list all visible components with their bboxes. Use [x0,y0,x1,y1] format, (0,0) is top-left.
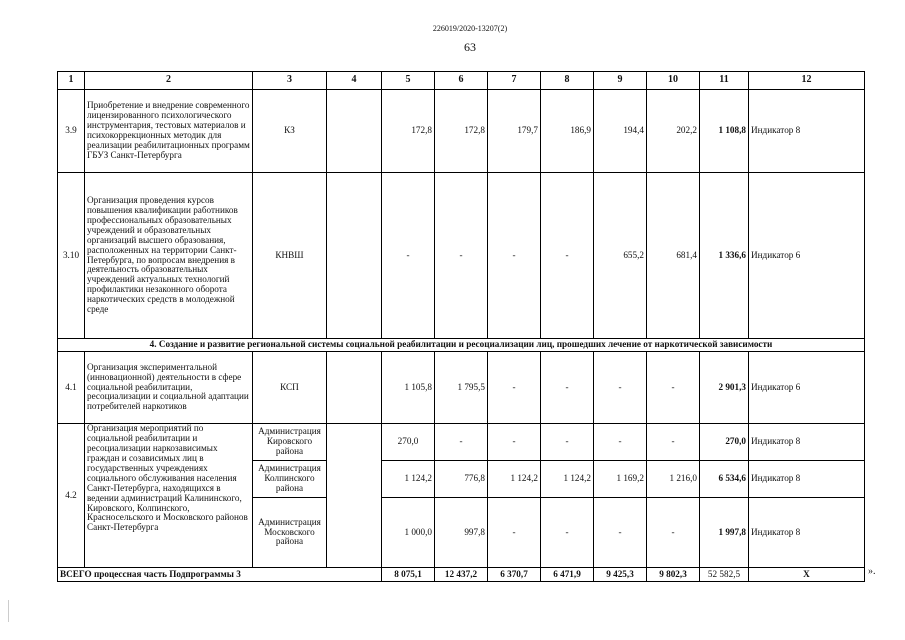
col-header: 1 [58,72,85,90]
executor: КЗ [253,90,327,173]
executor: Администрация Колпинского района [253,461,327,498]
table-row [58,352,865,424]
total-value: 12 437,2 [435,568,488,582]
activity-name: Организация проведения курсов повышения квалификации работников профессиональных образовательных учреждений и образовательных организаций высшего образования, расположенных на территории Санкт-Петербурга, по вопросам внедрения в деятельность образовательных учреждений актуальных технологий профилактики незаконного оборота наркотических средств в молодежной среде [85,173,253,339]
value-cell: 1 124,2 [488,461,541,498]
value-cell: 186,9 [541,90,594,173]
indicator-cell: Индикатор 8 [749,90,865,173]
value-cell: 997,8 [435,498,488,568]
section-title: 4. Создание и развитие региональной системы социальной реабилитации и ресоциализации лиц, прошедших лечение от наркотической зависимости [58,339,865,352]
value-cell: 172,8 [382,90,435,173]
value-cell: 1 000,0 [382,498,435,568]
value-cell: 776,8 [435,461,488,498]
value-cell: - [647,498,700,568]
value-cell: 202,2 [647,90,700,173]
value-cell: - [541,498,594,568]
closing-quote: ». [868,566,876,577]
col-header: 7 [488,72,541,90]
row-number: 4.1 [58,352,85,424]
total-cell: 1 108,8 [700,90,749,173]
value-cell: - [594,424,647,461]
indicator-cell: Индикатор 8 [749,498,865,568]
total-value: 8 075,1 [382,568,435,582]
col-header: 12 [749,72,865,90]
value-cell: - [382,173,435,339]
value-cell: - [488,352,541,424]
value-cell: 1 124,2 [541,461,594,498]
activity-name: Организация мероприятий по социальной реабилитации и ресоциализации наркозависимых граждан и созависимых лиц в государственных учреждениях социального обслуживания населения Санкт-Петербурга, находящихся в ведении администраций Калининского, Кировского, Колпинского, Красносельского и Московского районов Санкт-Петербурга [85,424,253,568]
section-row [58,339,865,352]
empty-cell [327,424,382,568]
col-header: 2 [85,72,253,90]
executor: КНВШ [253,173,327,339]
total-row [58,568,865,582]
page-number: 63 [464,40,476,54]
row-number: 3.9 [58,90,85,173]
total-cell: 6 534,6 [700,461,749,498]
col-header: 3 [253,72,327,90]
total-cell: 1 997,8 [700,498,749,568]
indicator-cell: Индикатор 8 [749,424,865,461]
total-value: 6 370,7 [488,568,541,582]
value-cell: - [541,424,594,461]
column-header-row [58,72,865,90]
total-cell: 2 901,3 [700,352,749,424]
value-cell: 1 124,2 [382,461,435,498]
margin-line [8,600,9,622]
table-row [58,90,865,173]
value-cell: 270,0 [382,424,435,461]
value-cell: - [541,352,594,424]
col-header: 6 [435,72,488,90]
value-cell: - [594,352,647,424]
indicator-cell: Индикатор 6 [749,352,865,424]
executor: Администрация Московского района [253,498,327,568]
total-value: 6 471,9 [541,568,594,582]
total-value: 9 425,3 [594,568,647,582]
empty-cell [327,173,382,339]
activity-name: Приобретение и внедрение современного лицензированного психологического инструментария, тестовых материалов и психокоррекционных методик для реализации реабилитационных программ ГБУЗ Санкт-Петербурга [85,90,253,173]
executor: Администрация Кировского района [253,424,327,461]
value-cell: 172,8 [435,90,488,173]
total-cell: 1 336,6 [700,173,749,339]
col-header: 10 [647,72,700,90]
value-cell: - [647,424,700,461]
indicator-cell: Индикатор 8 [749,461,865,498]
value-cell: - [488,424,541,461]
value-cell: 655,2 [594,173,647,339]
document-id: 226019/2020-13207(2) [432,24,508,33]
total-value: 9 802,3 [647,568,700,582]
empty-cell [327,90,382,173]
value-cell: 179,7 [488,90,541,173]
col-header: 9 [594,72,647,90]
value-cell: 1 795,5 [435,352,488,424]
col-header: 8 [541,72,594,90]
total-label: ВСЕГО процессная часть Подпрограммы 3 [58,568,382,582]
value-cell: - [435,173,488,339]
row-number: 4.2 [58,424,85,568]
activity-name: Организация экспериментальной (инновационной) деятельности в сфере социальной реабилитации, ресоциализации и социальной адаптации потребителей наркотиков [85,352,253,424]
value-cell: - [647,352,700,424]
value-cell: - [594,498,647,568]
total-indicator: Х [749,568,865,582]
executor: КСП [253,352,327,424]
indicator-cell: Индикатор 6 [749,173,865,339]
value-cell: 1 216,0 [647,461,700,498]
col-header: 4 [327,72,382,90]
value-cell: - [488,498,541,568]
value-cell: 1 169,2 [594,461,647,498]
value-cell: - [488,173,541,339]
value-cell: - [541,173,594,339]
col-header: 11 [700,72,749,90]
value-cell: 1 105,8 [382,352,435,424]
total-cell: 270,0 [700,424,749,461]
empty-cell [327,352,382,424]
grand-total: 52 582,5 [700,568,749,582]
table-row [58,424,865,461]
value-cell: 194,4 [594,90,647,173]
value-cell: - [435,424,488,461]
value-cell: 681,4 [647,173,700,339]
program-table [57,71,865,582]
row-number: 3.10 [58,173,85,339]
table-row [58,173,865,339]
col-header: 5 [382,72,435,90]
